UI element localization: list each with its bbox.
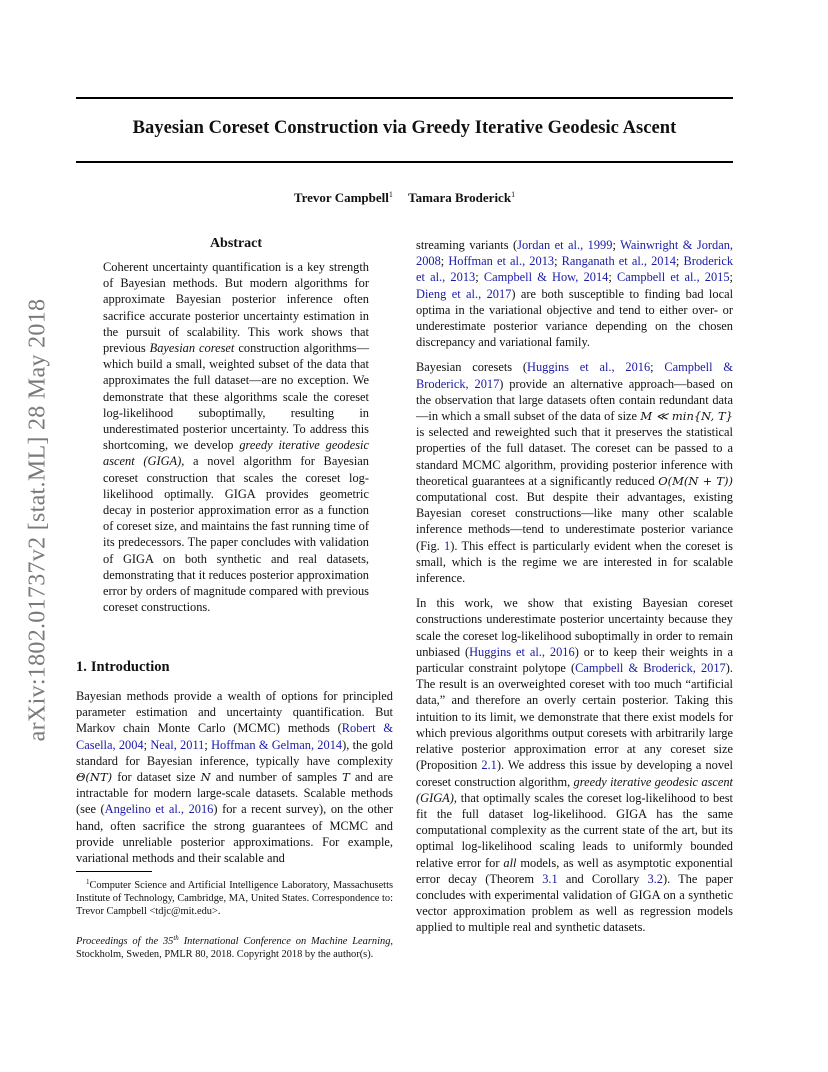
citation-link[interactable]: Neal, 2011	[150, 737, 205, 752]
right-column	[416, 237, 733, 945]
citation-link[interactable]: Hoffman et al., 2013	[448, 254, 555, 269]
author-list	[76, 190, 733, 206]
abstract-text: , a novel algorithm for Bayesian coreset construction that scales the coreset log-likelihood optimally. GIGA provides geometric decay in posterior approximation error as a function of coreset size, and maintains the fast running time of its predecessors. The paper concludes with validation of GIGA on both synthetic and real datasets, demonstrating that it reduces posterior approximation error by orders of magnitude compared with previous coreset constructions.	[103, 454, 369, 615]
abstract-text: construction algorithms—which build a small, weighted subset of the data that approximates the full dataset—are no exception. We demonstrate that these algorithms scale the coreset log-likelihood suboptimally, resulting in underestimated posterior uncertainty. To address this shortcoming, we develop	[103, 341, 369, 453]
body-text: ). This effect is particularly evident when the coreset is small, which is the regime we are interested in for scalable inference.	[416, 538, 733, 586]
body-text: ). We address this issue by developing a novel coreset construction algorithm,	[416, 758, 733, 789]
citation-link[interactable]: Campbell & Broderick, 2017	[575, 661, 726, 676]
body-text: ) or to keep their weights in a particular constraint polytope (	[416, 644, 733, 676]
citation-link[interactable]: Huggins et al., 2016	[469, 644, 575, 659]
body-text: ;	[612, 238, 621, 252]
body-text: and Corollary	[557, 871, 648, 886]
citation-link[interactable]: Huggins et al., 2016	[527, 360, 651, 375]
body-text: ;	[204, 737, 212, 752]
body-paragraph	[416, 237, 733, 350]
body-emphasis: greedy iterative geodesic ascent (GIGA)	[416, 774, 733, 805]
body-paragraph	[416, 359, 733, 586]
body-text: ;	[675, 254, 684, 269]
abstract-emphasis: greedy iterative geodesic ascent (GIGA)	[103, 438, 369, 469]
citation-link[interactable]: Hoffman & Gelman, 2014	[211, 737, 343, 752]
body-text: ;	[729, 270, 733, 285]
section-number: 1.	[76, 659, 87, 675]
body-text: ). The paper concludes with experimental validation of GIGA on a synthetic vector approximation problem as well as regression models applied to multiple real and synthetic datasets.	[416, 871, 734, 935]
proceedings-text: , Stockholm, Sweden, PMLR 80, 2018. Copyright 2018 by the author(s).	[76, 936, 393, 961]
author-name: Trevor Campbell	[293, 190, 389, 205]
footnote	[76, 876, 393, 919]
body-text: ;	[475, 270, 484, 285]
abstract-paragraph	[103, 259, 369, 615]
title-rule-top	[76, 97, 733, 99]
citation-link[interactable]: Campbell et al., 2015	[616, 270, 730, 285]
body-text: , that optimally scales the coreset log-likelihood to best fit the full dataset log-likelihood. GIGA has the same computational complexity as the current state of the art, but its optimal log-likelihood scaling leads to uniformly bounded relative error for	[416, 790, 733, 870]
body-text: ;	[554, 254, 562, 269]
footnote-rule	[76, 871, 152, 872]
body-text: ;	[608, 270, 617, 285]
corollary-link[interactable]: 3.2	[647, 871, 663, 886]
body-text: ;	[143, 737, 151, 752]
paper-title: Bayesian Coreset Construction via Greedy Iterative Geodesic Ascent	[132, 118, 677, 138]
citation-link[interactable]: Wainwright & Jordan, 2008	[416, 238, 734, 269]
arxiv-sidebar	[22, 0, 54, 1072]
body-text: and number of samples	[210, 770, 343, 785]
body-text: for dataset size	[112, 770, 201, 785]
theorem-link[interactable]: 3.1	[542, 871, 558, 886]
footnote-mark: 1	[86, 878, 90, 886]
proposition-link[interactable]: 2.1	[481, 758, 497, 773]
body-text: Bayesian coresets (	[416, 360, 527, 375]
math-expression: M ≪ min{N, T}	[640, 409, 733, 424]
abstract-emphasis: Bayesian coreset	[149, 341, 235, 356]
body-text: ) are both susceptible to finding bad local optima in the variational objective and tend to either over- or underestimate posterior variance depending on the chosen discrepancy and variational family.	[416, 286, 734, 350]
body-text: ), the gold standard for Bayesian inference, typically have complexity	[76, 737, 393, 768]
body-emphasis: all	[503, 855, 517, 870]
body-paragraph	[416, 595, 733, 935]
body-text: ;	[650, 360, 665, 375]
citation-link[interactable]: Campbell & How, 2014	[483, 270, 609, 285]
citation-link[interactable]: Broderick et al., 2013	[416, 254, 734, 285]
abstract-body	[103, 259, 369, 615]
proceedings-text: International Conference on Machine Learning	[178, 936, 391, 947]
math-expression: O(M(N + T))	[658, 473, 733, 488]
proceedings-superscript: th	[173, 934, 179, 942]
body-text: streaming variants (	[416, 238, 518, 252]
footnote-content: Computer Science and Artificial Intelligence Laboratory, Massachusetts Institute of Technology, Cambridge, MA, United States. Correspondence to: Trevor Campbell <tdjc@mit.edu>.	[76, 880, 393, 918]
citation-link[interactable]: Angelino et al., 2016	[104, 802, 214, 817]
citation-link[interactable]: Jordan et al., 1999	[517, 238, 613, 252]
proceedings-note	[76, 932, 393, 961]
intro-paragraph	[76, 688, 393, 866]
body-text: and are intractable for modern large-scale datasets. Scalable methods (see (	[76, 770, 393, 817]
body-text: In this work, we show that existing Bayesian coreset constructions underestimate posterior uncertainty because they scale the coreset log-likelihood suboptimally in order to remain unbiased (	[416, 596, 733, 659]
citation-link[interactable]: Ranganath et al., 2014	[561, 254, 676, 269]
section-title: Introduction	[90, 659, 170, 675]
title-rule-bottom	[76, 161, 733, 163]
math-expression: Θ(NT)	[76, 770, 113, 785]
body-text: computational cost. But despite their advantages, existing Bayesian coreset constructions—like many other scalable inference methods—tend to underestimate posterior variance (Fig.	[416, 490, 733, 553]
citation-link[interactable]: Robert & Casella, 2004	[76, 721, 393, 752]
body-text: ) provide an alternative approach—based on the observation that large datasets often contain redundant data—in which a small subset of the data of size	[416, 376, 733, 424]
section-heading-introduction	[76, 659, 170, 676]
math-expression: T	[342, 770, 350, 785]
abstract-text: Coherent uncertainty quantification is a key strength of Bayesian methods. But modern algorithms for approximate Bayesian posterior inference often sacrifice accurate posterior uncertainty estimation in the pursuit of scalability. This work shows that previous	[103, 260, 369, 356]
citation-link[interactable]: Campbell & Broderick, 2017	[416, 360, 733, 391]
author-name: Tamara Broderick	[408, 190, 512, 205]
introduction-body	[76, 688, 393, 866]
figure-link[interactable]: 1	[444, 538, 451, 553]
body-text: models, as well as asymptotic exponential error decay (Theorem	[416, 855, 733, 886]
body-text: ) for a recent survey), on the other hand, often sacrifice the strong guarantees of MCMC and provide unreliable posterior approximations. For example, variational methods and their scalable and	[76, 802, 393, 866]
arxiv-identifier: arXiv:1802.01737v2 [stat.ML] 28 May 2018	[24, 298, 51, 742]
body-text: ;	[440, 254, 449, 269]
affiliation-mark: 1	[511, 190, 516, 199]
citation-link[interactable]: Dieng et al., 2017	[416, 286, 512, 301]
body-text: ). The result is an overweighted coreset with too much “artificial data,” and therefore an overly certain posterior. Taking this intuition to its limit, we demonstrate that there exist models for which previous algorithms output coresets with arbitrarily large relative posterior approximation error at any coreset size (Proposition	[416, 661, 733, 773]
proceedings-text: Proceedings of the 35	[76, 936, 174, 947]
footnote-text	[76, 876, 393, 919]
math-expression: N	[200, 770, 211, 785]
affiliation-mark: 1	[388, 190, 393, 199]
body-text: is selected and reweighted such that it preserves the statistical properties of the full dataset. The coreset can be passed to a standard MCMC algorithm, providing posterior inference with theoretical guarantees at a significantly reduced	[416, 425, 733, 488]
abstract-heading: Abstract	[209, 236, 263, 251]
body-text: Bayesian methods provide a wealth of options for principled parameter estimation and uncertainty quantification. But Markov chain Monte Carlo (MCMC) methods (	[76, 689, 393, 736]
